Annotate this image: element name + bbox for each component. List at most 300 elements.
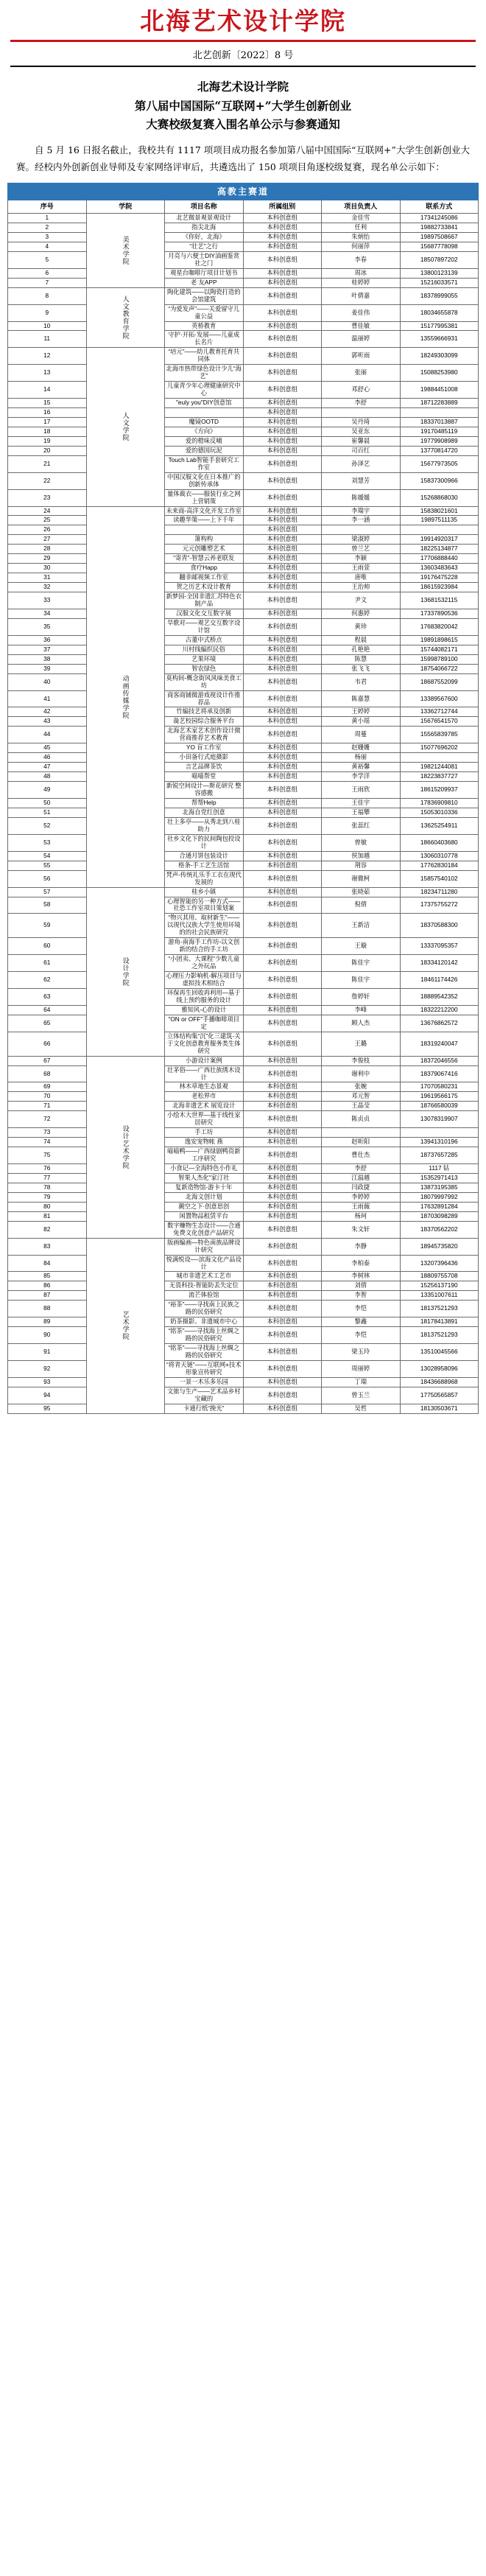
table-banner-label: 高教主赛道 [8,183,479,200]
row-index: 81 [8,1211,87,1221]
row-index: 53 [8,834,87,851]
row-index: 78 [8,1183,87,1192]
row-project-name: 言艺品牌茶饮 [165,763,244,772]
row-group-type: 本科创意组 [243,690,322,707]
row-contact [400,1128,479,1138]
row-project-name: 梵声-传统礼乐手工衣在现代发展的 [165,870,244,887]
row-group-type: 本科创意组 [243,446,322,455]
table-container [0,183,486,1414]
row-index: 1 [8,214,87,223]
row-contact: 18889542352 [400,988,479,1005]
row-index: 73 [8,1128,87,1138]
row-index: 61 [8,955,87,972]
row-group-type: 本科创意组 [243,506,322,516]
table-row [8,1128,479,1138]
row-group-type: 本科创意组 [243,727,322,743]
row-index: 90 [8,1327,87,1344]
row-index: 30 [8,564,87,573]
row-project-name: 老 友APP [165,278,244,287]
row-index: 59 [8,914,87,938]
row-project-name: 箫构构 [165,535,244,545]
row-contact: 18712283889 [400,399,479,408]
row-project-name: 食疗Happ [165,564,244,573]
row-index: 10 [8,321,87,331]
row-contact: 17337890536 [400,609,479,619]
row-index: 75 [8,1147,87,1164]
row-leader: 刘慧芳 [322,472,401,489]
row-contact: 17706888440 [400,554,479,564]
row-index: 5 [8,251,87,268]
row-leader: 李静 [322,1238,401,1255]
row-group-type: 本科创意组 [243,808,322,817]
row-contact: 17836909810 [400,799,479,808]
row-contact: 18737657285 [400,1147,479,1164]
table-header-row [8,200,479,214]
row-project-name: 北海文创计划 [165,1192,244,1202]
row-index: 79 [8,1192,87,1202]
row-group-type: 本科创意组 [243,1032,322,1056]
table-row [8,743,479,753]
table-row [8,382,479,399]
row-index: 24 [8,506,87,516]
row-project-name: 立体结构集“沉”化三建筑-关于文化创意教育服务类生体研究 [165,1032,244,1056]
row-project-name: 翻非邮视频工作室 [165,573,244,583]
row-contact [400,408,479,418]
table-row [8,583,479,592]
table-row [8,1344,479,1361]
row-contact: 15837300966 [400,472,479,489]
row-group-type: 本科创意组 [243,851,322,861]
row-group-type: 本科创意组 [243,861,322,870]
row-group-type: 本科创意组 [243,664,322,673]
table-row [8,331,479,348]
row-index: 74 [8,1138,87,1147]
row-contact: 19897511135 [400,516,479,525]
table-row [8,753,479,763]
row-contact: 18461174426 [400,972,479,989]
row-project-name: 壮茅俗——广西壮族绣木设计 [165,1065,244,1082]
row-group-type: 本科创意组 [243,535,322,545]
row-leader: 黄小瑶 [322,717,401,727]
table-row [8,799,479,808]
table-row [8,763,479,772]
row-group-type: 本科创意组 [243,348,322,365]
row-index: 33 [8,592,87,609]
row-contact: 18137521293 [400,1301,479,1317]
table-row [8,772,479,782]
row-leader: 李春 [322,251,401,268]
row-group-type: 本科创意组 [243,436,322,446]
row-contact: 13028958096 [400,1361,479,1378]
row-college: 设计艺术学院 [86,1056,165,1238]
row-leader: 唐唯 [322,573,401,583]
row-leader: 周蔓 [322,727,401,743]
row-project-name: “培元”——幼儿教育托育共同体 [165,348,244,365]
row-group-type: 本科创意组 [243,408,322,418]
row-group-type: 本科创意组 [243,472,322,489]
row-leader: 司百红 [322,446,401,455]
table-row [8,545,479,554]
row-leader: 黄裕馨 [322,763,401,772]
table-row [8,232,479,242]
row-group-type: 本科创意组 [243,914,322,938]
table-row [8,618,479,635]
row-project-name: “壮艺”之行 [165,242,244,251]
row-contact: 19882733841 [400,223,479,233]
row-contact: 13676862572 [400,1015,479,1032]
table-row [8,1291,479,1301]
row-project-name: 小田备行式庭摄影 [165,753,244,763]
row-project-name: “为爱发声”——关爱留守儿童公益 [165,304,244,321]
row-contact: 15256137190 [400,1281,479,1291]
row-project-name: 帮帮Help [165,799,244,808]
row-leader: 梁玉玲 [322,1344,401,1361]
row-project-name: 新梦园-全国非遗汇苏特色衣制产品 [165,592,244,609]
table-row [8,861,479,870]
row-leader: 谢微柯 [322,870,401,887]
row-group-type: 本科创意组 [243,887,322,897]
row-group-type: 本科创意组 [243,573,322,583]
row-project-name: “将青天链”——互联网+技术形象宣传研究 [165,1361,244,1378]
row-group-type: 本科创意组 [243,592,322,609]
row-group-type: 本科创意组 [243,1174,322,1183]
row-project-name: 旱歌对——观艺交互数字设计馆 [165,618,244,635]
row-project-name: 雅知风-心的设计 [165,1005,244,1015]
table-row [8,870,479,887]
row-contact: 18334120142 [400,955,479,972]
table-row [8,1202,479,1211]
row-contact: 15077696202 [400,743,479,753]
row-contact: 13337095357 [400,938,479,955]
row-project-name: 竹编技艺将承及创新 [165,707,244,717]
row-contact: 17070580231 [400,1082,479,1092]
row-project-name: 《你好，北海》 [165,232,244,242]
row-leader: 桂婷婷 [322,278,401,287]
table-row [8,321,479,331]
row-college: 动画传媒学院 [86,506,165,887]
row-contact: 18370562202 [400,1221,479,1238]
row-index: 70 [8,1092,87,1102]
row-group-type: 本科创意组 [243,545,322,554]
row-leader: 朱炳怡 [322,232,401,242]
table-row [8,635,479,645]
table-row [8,690,479,707]
row-contact: 18319240047 [400,1032,479,1056]
row-index: 29 [8,554,87,564]
row-contact: 15676541570 [400,717,479,727]
row-project-name: “寄青”-智慧云养老联发 [165,554,244,564]
row-index: 48 [8,772,87,782]
row-project-name: 老松界市 [165,1092,244,1102]
row-project-name: 版画编画—特色南族品牌设计研究 [165,1238,244,1255]
row-group-type: 本科创意组 [243,635,322,645]
row-project-name: 读趣华策——上下千年 [165,516,244,525]
row-project-name: 未来商-高洋文化开发工作室 [165,506,244,516]
table-row [8,988,479,1005]
row-project-name [165,408,244,418]
row-index: 43 [8,717,87,727]
row-group-type: 本科创意组 [243,1344,322,1361]
row-group-type: 本科创意组 [243,1128,322,1138]
table-row [8,1192,479,1202]
row-leader: 王晶莹 [322,1102,401,1111]
row-index: 57 [8,887,87,897]
row-index: 63 [8,988,87,1005]
row-project-name: 北海自党红创意 [165,808,244,817]
row-project-name: 北海艺术家艺术创作设计微营商推荐艺术教育 [165,727,244,743]
row-index: 6 [8,268,87,278]
row-index: 47 [8,763,87,772]
row-leader: 张婉 [322,1082,401,1092]
row-leader: 王雨薇 [322,1202,401,1211]
table-row [8,251,479,268]
row-leader: 何丽萍 [322,242,401,251]
table-row [8,727,479,743]
row-index: 8 [8,287,87,304]
row-group-type: 本科创意组 [243,1272,322,1281]
row-leader: 王璐 [322,1032,401,1056]
row-group-type: 本科创意组 [243,1192,322,1202]
row-project-name: 合通月饼包装设计 [165,851,244,861]
row-contact: 18130503671 [400,1404,479,1413]
table-row [8,914,479,938]
row-group-type: 本科创意组 [243,489,322,506]
row-group-type: 本科创意组 [243,583,322,592]
row-group-type: 本科创意组 [243,717,322,727]
shortlist-table [7,183,479,1414]
column-header-4: 所属组别 [243,200,322,214]
row-group-type: 本科创意组 [243,618,322,635]
table-row [8,516,479,525]
row-leader: 王雨欣 [322,782,401,799]
table-row [8,808,479,817]
row-index: 45 [8,743,87,753]
row-contact: 15268868030 [400,489,479,506]
row-leader: 闫政捷 [322,1183,401,1192]
row-index: 23 [8,489,87,506]
row-leader: 张蕊红 [322,817,401,834]
row-leader: 郭听雨 [322,348,401,365]
row-leader: 吴哲 [322,1404,401,1413]
row-index: 76 [8,1164,87,1174]
row-project-name: 壮上多亭——从秀北到八桂助力 [165,817,244,834]
table-row [8,489,479,506]
row-contact: 15177995381 [400,321,479,331]
row-contact: 19884451008 [400,382,479,399]
row-contact: 13060310778 [400,851,479,861]
table-row [8,1082,479,1092]
row-contact: 18178413891 [400,1317,479,1327]
row-group-type: 本科创意组 [243,1387,322,1404]
row-contact [400,525,479,535]
row-index: 51 [8,808,87,817]
row-group-type: 本科创意组 [243,897,322,914]
row-contact: 18322212200 [400,1005,479,1015]
row-contact: 18615209937 [400,782,479,799]
row-index: 62 [8,972,87,989]
row-index: 15 [8,399,87,408]
row-group-type: 本科创意组 [243,399,322,408]
row-index: 42 [8,707,87,717]
table-row [8,1221,479,1238]
row-index: 41 [8,690,87,707]
table-row [8,1015,479,1032]
row-project-name: 心理压力影响机-解压项目与虚拟技术相结合 [165,972,244,989]
row-group-type: 本科创意组 [243,321,322,331]
row-project-name: 观星台咖啡厅项目计划书 [165,268,244,278]
row-leader: 李婷婷 [322,1192,401,1202]
row-contact: 18225134877 [400,545,479,554]
row-leader: 李智 [322,1291,401,1301]
row-group-type: 本科创意组 [243,268,322,278]
table-row [8,1361,479,1378]
row-project-name: 流芒体验馆 [165,1291,244,1301]
row-index: 36 [8,635,87,645]
row-contact: 18809755708 [400,1272,479,1281]
table-row [8,851,479,861]
row-project-name: 逸安宠物帐 燕 [165,1138,244,1147]
row-project-name: 新锐空间设计—斯花研究 整容感搬 [165,782,244,799]
row-contact: 18223837727 [400,772,479,782]
row-leader: 李舒 [322,399,401,408]
row-index: 44 [8,727,87,743]
table-row [8,955,479,972]
column-header-5: 项目负责人 [322,200,401,214]
row-contact: 15352971413 [400,1174,479,1183]
table-row [8,972,479,989]
table-row [8,1138,479,1147]
row-index: 66 [8,1032,87,1056]
table-row [8,1255,479,1272]
row-project-name: YO 盲工作室 [165,743,244,753]
column-header-2: 学院 [86,200,165,214]
table-row [8,417,479,427]
row-project-name: “铭茶”——寻找海上丝绸之路的民俗研究 [165,1327,244,1344]
row-contact: 19619566175 [400,1092,479,1102]
row-leader: 詹婷轩 [322,988,401,1005]
row-contact: 19779908989 [400,436,479,446]
row-project-name: 北艺微景观景观设计 [165,214,244,223]
row-group-type: 本科创意组 [243,707,322,717]
row-contact: 17341245086 [400,214,479,223]
row-project-name: 智果人杰化“家汀社 [165,1174,244,1183]
row-leader: 李恺 [322,1301,401,1317]
row-group-type: 本科创意组 [243,365,322,382]
table-row [8,1092,479,1102]
row-leader: 荆容 [322,861,401,870]
row-contact: 19821244081 [400,763,479,772]
row-contact: 13078319907 [400,1111,479,1128]
row-index: 69 [8,1082,87,1092]
row-index: 64 [8,1005,87,1015]
row-contact: 18079997992 [400,1192,479,1202]
table-row [8,573,479,583]
row-contact: 19176475228 [400,573,479,583]
row-project-name: 英桥教育 [165,321,244,331]
row-contact: 18137521293 [400,1327,479,1344]
row-contact: 18034655878 [400,304,479,321]
table-row [8,592,479,609]
row-leader: 程晨 [322,635,401,645]
row-contact [400,753,479,763]
row-leader: 曾玉兰 [322,1387,401,1404]
row-group-type: 本科创意组 [243,278,322,287]
row-project-name: 量体裁衣——服装行业之网上营销策 [165,489,244,506]
row-group-type: 本科创意组 [243,1111,322,1128]
row-group-type: 本科创意组 [243,382,322,399]
table-row [8,1327,479,1344]
row-index: 9 [8,304,87,321]
organization-name: 北海艺术设计学院 [140,7,346,35]
row-group-type: 本科创意组 [243,1281,322,1291]
row-leader: 李柏泰 [322,1255,401,1272]
row-project-name: 魔镜OOTD [165,417,244,427]
row-leader: 陈贞贞 [322,1111,401,1128]
row-project-name: 元元创雕塑艺术 [165,545,244,554]
row-contact: 17683820042 [400,618,479,635]
row-group-type: 本科创意组 [243,763,322,772]
row-leader: 吴亚东 [322,427,401,436]
row-project-name: 守护·开拓·发展——儿童成长名片 [165,331,244,348]
row-group-type: 本科创意组 [243,772,322,782]
row-group-type: 本科创意组 [243,834,322,851]
row-index: 22 [8,472,87,489]
table-row [8,1056,479,1065]
table-row [8,455,479,472]
row-group-type: 本科创意组 [243,817,322,834]
table-row [8,1238,479,1255]
row-group-type: 本科创意组 [243,331,322,348]
row-group-type: 本科创意组 [243,455,322,472]
row-index: 25 [8,516,87,525]
row-index: 82 [8,1221,87,1238]
row-leader: 赵昕阳 [322,1138,401,1147]
column-header-1: 序号 [8,200,87,214]
document-number: 北艺创新〔2022〕8 号 [192,49,294,61]
row-project-name [165,525,244,535]
row-leader: 王治帅 [322,583,401,592]
row-index: 20 [8,446,87,455]
row-index: 58 [8,897,87,914]
row-index: 37 [8,645,87,654]
row-index: 87 [8,1291,87,1301]
row-leader: 崔馨晨 [322,436,401,446]
row-group-type: 本科创意组 [243,988,322,1005]
row-contact: 13681532115 [400,592,479,609]
row-group-type: 本科创意组 [243,1255,322,1272]
table-row [8,408,479,418]
row-index: 94 [8,1387,87,1404]
row-leader: 杨珂 [322,1211,401,1221]
row-project-name: “物兴其用、取材新生”——以现代汉族大学生使用环境的的社会民族研究 [165,914,244,938]
row-project-name: 爱的橙味反哺 [165,436,244,446]
row-project-name: “小团卖、大课程”少数儿童之外玩品 [165,955,244,972]
row-index: 72 [8,1111,87,1128]
row-project-name: 数字赚物生态设计——合通免费文化创意产品研究 [165,1221,244,1238]
row-leader: 李俊枝 [322,1056,401,1065]
row-group-type: 本科创意组 [243,1005,322,1015]
row-group-type: 本科创意组 [243,427,322,436]
table-row [8,268,479,278]
row-college: 人文学院 [86,348,165,506]
row-group-type: 本科创意组 [243,1065,322,1082]
masthead [0,0,486,77]
row-leader: 陈嘉慧 [322,690,401,707]
row-contact: 15857540102 [400,870,479,887]
row-project-name: 卡通行纸“挽光” [165,1404,244,1413]
row-leader: 邓元智 [322,1092,401,1102]
title-line-2: 第八届中国国际“互联网+”大学生创新创业 [134,98,352,113]
